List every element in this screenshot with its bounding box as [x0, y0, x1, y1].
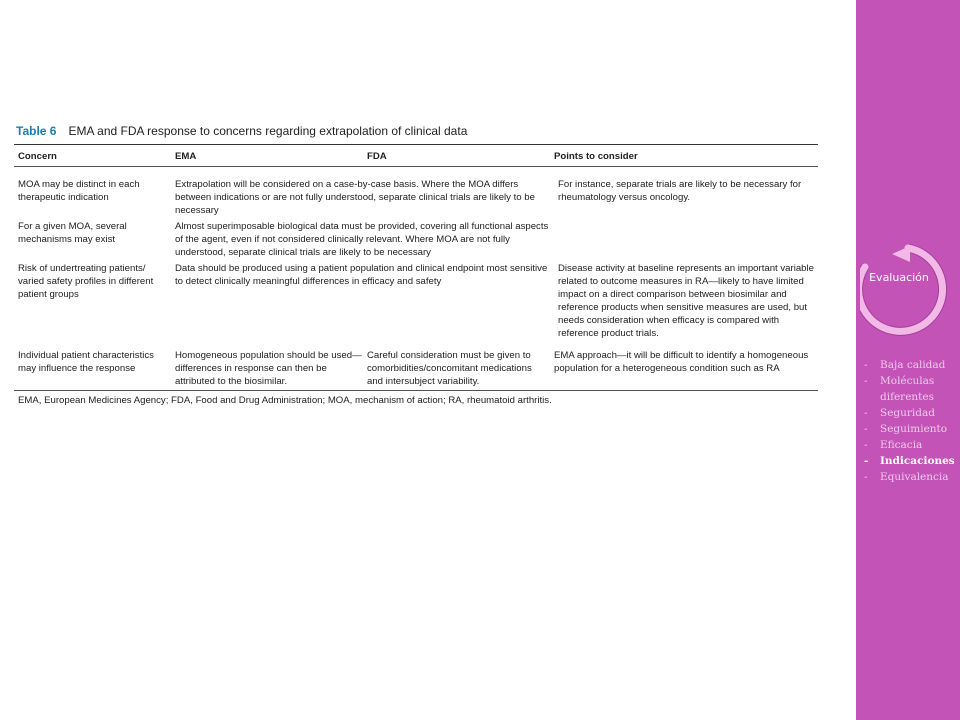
cell-ema: Homogeneous population should be used—differences in response can then be attributed to the biosimilar. [175, 350, 362, 387]
cell-points: EMA approach—it will be difficult to identify a homogeneous population for a heterogeneous condition such as RA [554, 350, 809, 374]
cell-fda: Careful consideration must be given to comorbidities/concomitant medications and intersubject variability. [367, 350, 532, 387]
sidebar-item-label: Equivalencia [880, 471, 949, 483]
cell-concern: MOA may be distinct in each therapeutic indication [18, 179, 140, 203]
header-fda: FDA [367, 151, 387, 162]
header-points: Points to consider [554, 151, 638, 162]
sidebar-item-equivalencia[interactable] [864, 469, 958, 485]
sidebar-item-label: Seguimiento [880, 423, 948, 435]
sidebar-item-moleculas-diferentes[interactable] [864, 373, 958, 405]
sidebar-menu [864, 357, 958, 485]
cell-ema: Almost superimposable biological data must be provided, covering all functional aspects of the agent, even if not considered clinically relevant. Where MOA are not fully understood, separate clinical trials are likely to be necessary [175, 221, 549, 258]
cell-ema: Data should be produced using a patient population and clinical endpoint most sensitive to detect clinically meaningful differences in efficacy and safety [175, 263, 548, 287]
header-concern: Concern [18, 151, 57, 162]
sidebar-item-label: Eficacia [880, 439, 923, 451]
table-title: EMA and FDA response to concerns regarding extrapolation of clinical data [68, 124, 468, 138]
cell-points [554, 220, 814, 259]
sidebar-item-label: Indicaciones [880, 455, 955, 467]
table-header-row [14, 145, 818, 166]
table-bottom-rule [14, 390, 818, 391]
ring-arrowhead [892, 246, 910, 262]
cell-concern: For a given MOA, several mechanisms may exist [18, 221, 127, 245]
cell-points: For instance, separate trials are likely to be necessary for rheumatology versus oncology. [558, 179, 802, 203]
sidebar-item-label: Moléculas diferentes [880, 375, 935, 403]
cell-ema: Extrapolation will be considered on a case-by-case basis. Where the MOA differs between indications or are not fully understood, separate clinical trials are likely to be necessary [175, 179, 535, 216]
table-row [14, 217, 818, 259]
bullet-dash: - [864, 423, 868, 435]
table-caption [16, 124, 818, 138]
cell-concern: Risk of undertreating patients/ varied safety profiles in different patient groups [18, 263, 154, 300]
sidebar-item-label: Seguridad [880, 407, 935, 419]
sidebar-item-seguimiento[interactable] [864, 421, 958, 437]
sidebar-item-label: Baja calidad [880, 359, 946, 371]
bullet-dash: - [864, 439, 868, 451]
table-row [14, 167, 818, 217]
bullet-dash: - [864, 375, 868, 387]
bullet-dash: - [864, 455, 869, 467]
evaluation-cycle-ring [860, 242, 956, 338]
sidebar-item-seguridad[interactable] [864, 405, 958, 421]
cell-points: Disease activity at baseline represents an important variable related to outcome measures in RA—likely to have limited impact on a direct comparison between biosimilar and reference products when sensitive measures are used, but needs consideration when efficacy is compared with reference product trials. [558, 263, 814, 339]
cycle-label: Evaluación [869, 271, 929, 284]
bullet-dash: - [864, 471, 868, 483]
ring-arc [860, 248, 943, 331]
header-ema: EMA [175, 151, 197, 162]
sidebar-item-eficacia[interactable] [864, 437, 958, 453]
bullet-dash: - [864, 407, 868, 419]
table-figure [14, 124, 818, 406]
table-row [14, 340, 818, 390]
table-row [14, 259, 818, 340]
cell-concern: Individual patient characteristics may influence the response [18, 350, 154, 374]
sidebar-item-baja-calidad[interactable] [864, 357, 958, 373]
sidebar-item-indicaciones[interactable] [864, 453, 958, 469]
table-label: Table 6 [16, 124, 57, 138]
bullet-dash: - [864, 359, 868, 371]
table-footnote: EMA, European Medicines Agency; FDA, Food and Drug Administration; MOA, mechanism of action; RA, rheumatoid arthritis. [18, 395, 552, 406]
